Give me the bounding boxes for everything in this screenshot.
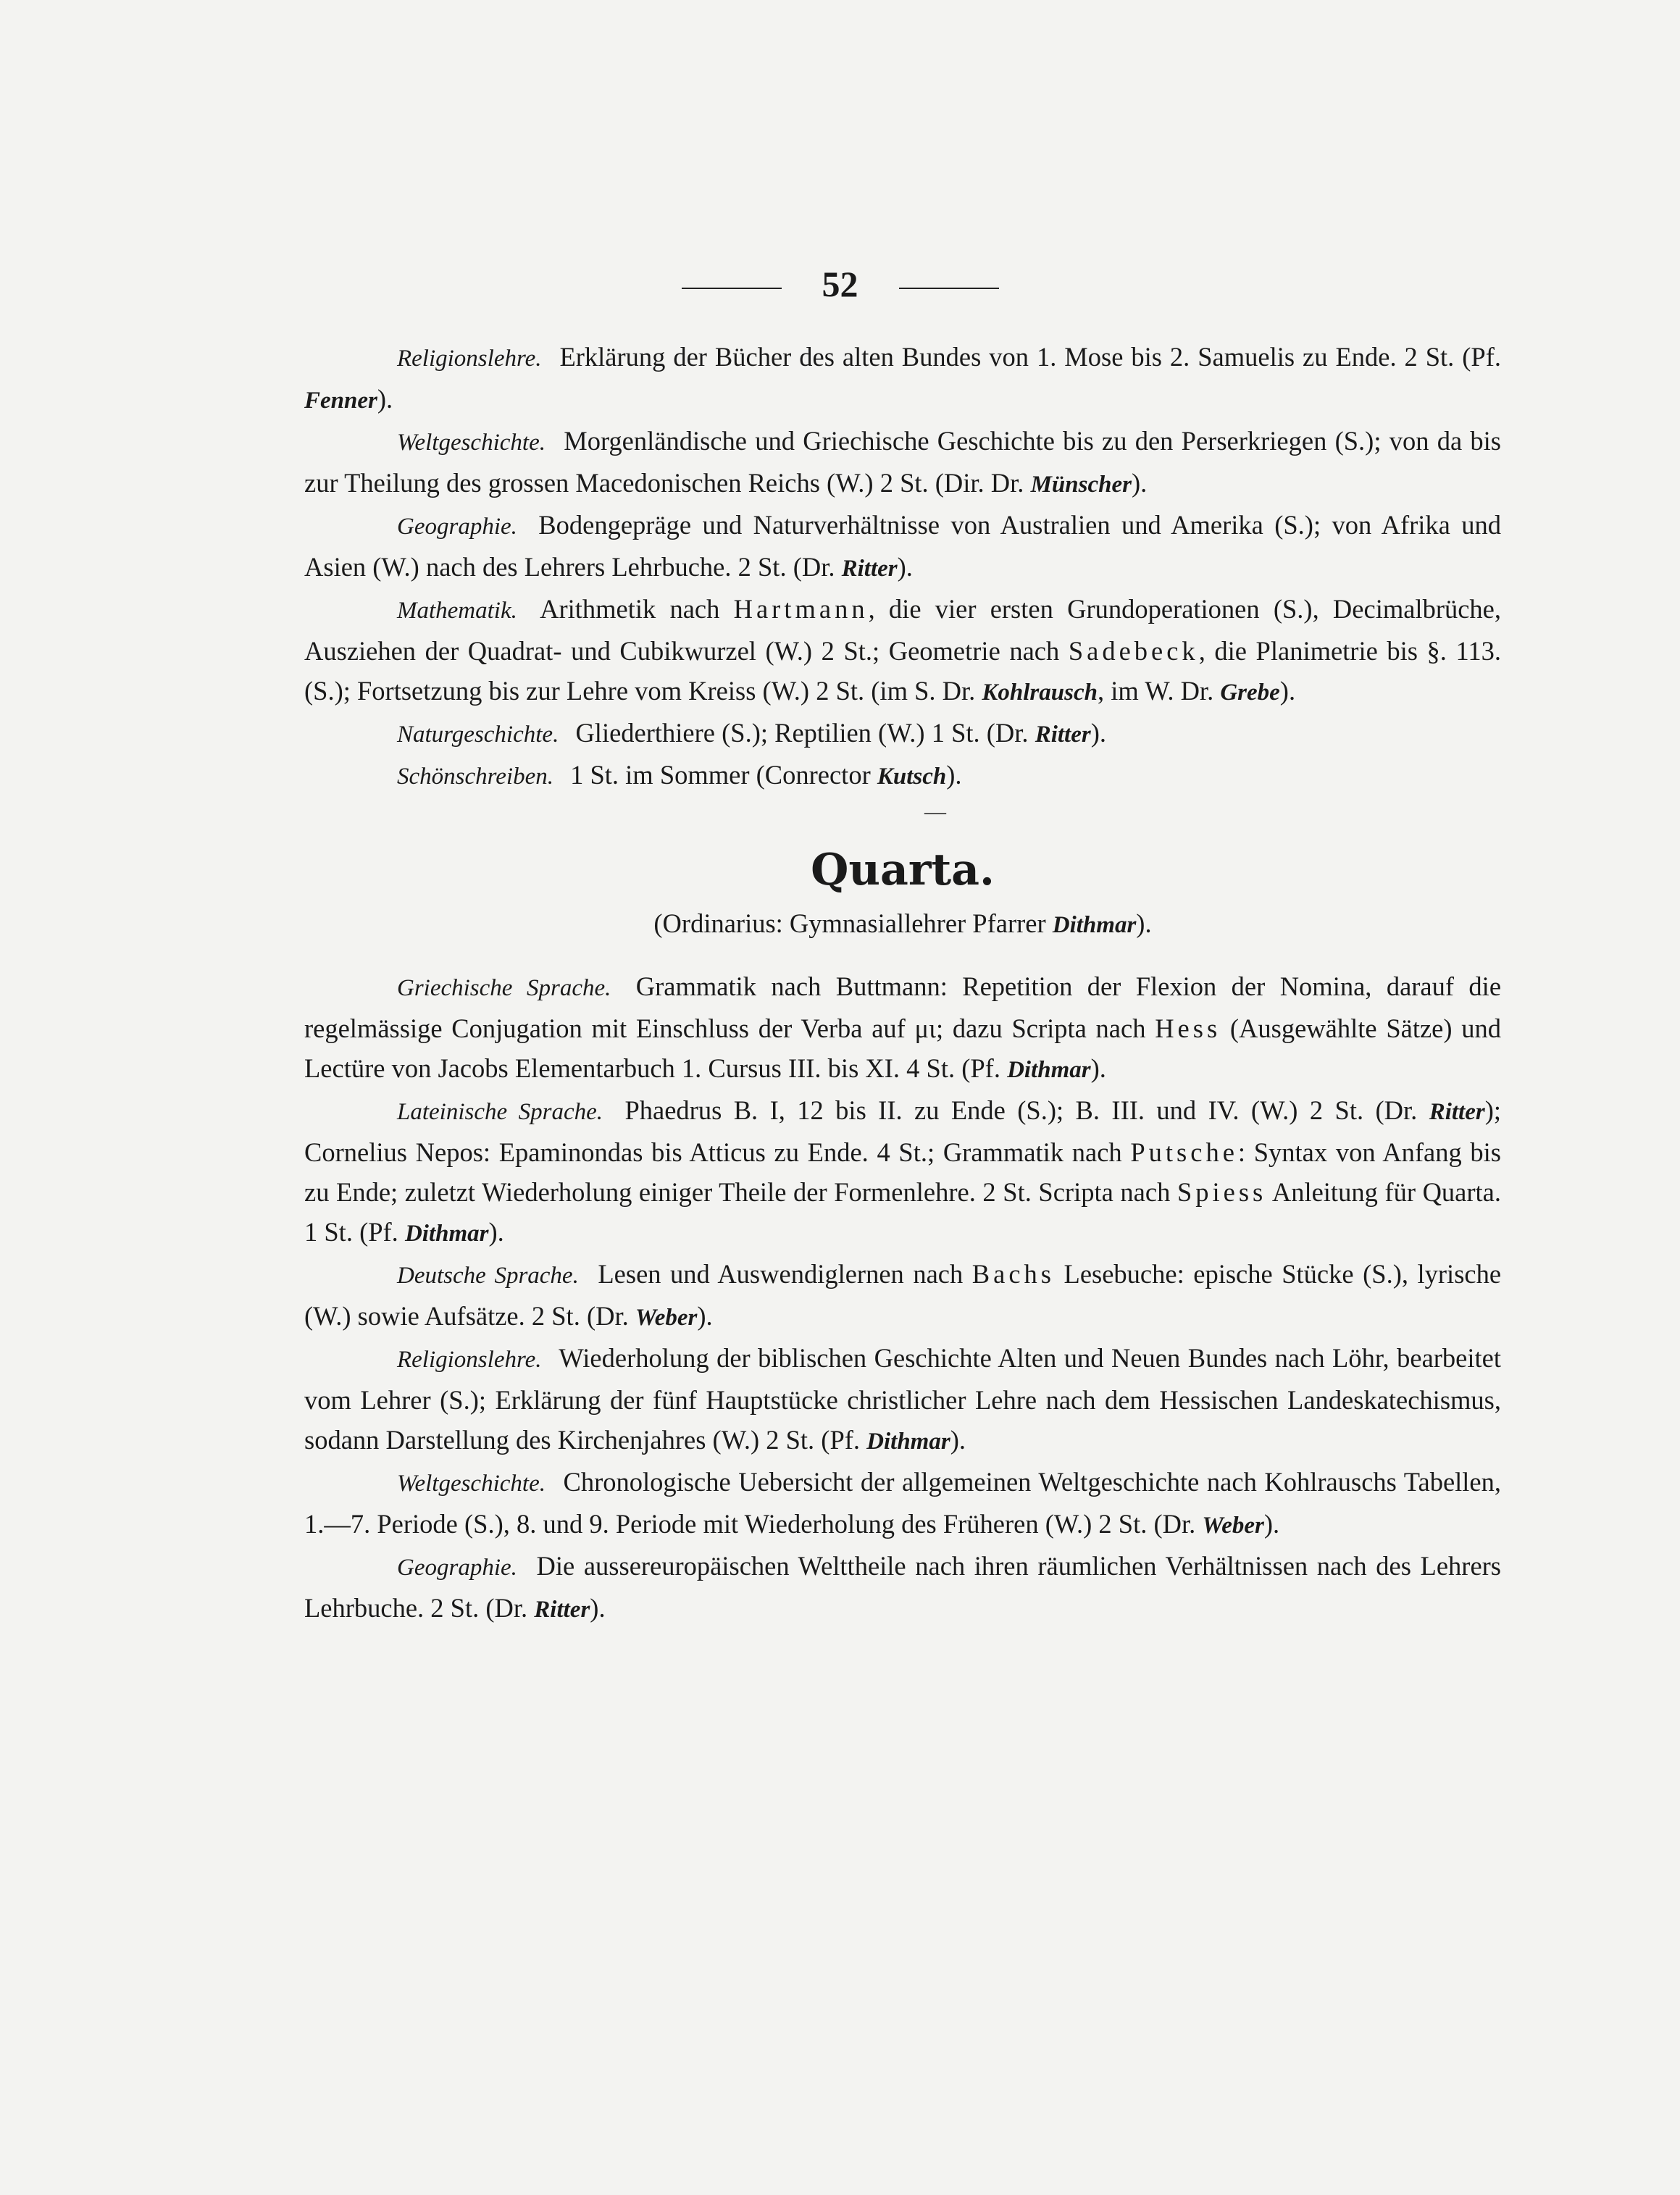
entry-text-end: ). (1279, 676, 1296, 706)
subject-label: Mathematik. (397, 598, 517, 624)
author-name: Spiess (1177, 1177, 1267, 1207)
entry-text: Bodengepräge und Naturverhältnisse von Australien und Amerika (S.); von Afrika und Asien (W.) nach des Lehrers Lehrbuche. 2 St. (Dr. (304, 510, 1501, 582)
entry-text-end: ). (1090, 718, 1106, 748)
entry-text-end: ). (697, 1301, 713, 1331)
entry-text-end: ). (1090, 1053, 1106, 1083)
subject-label: Schönschreiben. (397, 764, 553, 790)
author-name: Putsche (1130, 1137, 1238, 1167)
teacher-name: Dithmar (1007, 1057, 1091, 1083)
entry-text-end: ). (377, 384, 393, 414)
header-rule-right (899, 288, 999, 289)
entry-text-end: ). (488, 1217, 504, 1247)
teacher-name: Fenner (304, 388, 377, 414)
page-body (304, 337, 1501, 1630)
teacher-name: Ritter (1429, 1099, 1485, 1125)
teacher-name: Ritter (534, 1597, 590, 1623)
entry-religionslehre-1 (304, 337, 1501, 421)
entry-geographie-1 (304, 505, 1501, 589)
entry-text: , die Planimetrie bis §. 113. (S.); Fortsetzung bis zur Lehre vom Kreiss (W.) 2 St. (im S. Dr. (304, 636, 1502, 706)
entry-weltgeschichte-1 (304, 421, 1501, 505)
teacher-name: Kohlrausch (982, 680, 1098, 706)
entry-text: , im W. Dr. (1097, 676, 1214, 706)
entry-text: Phaedrus B. I, 12 bis II. zu Ende (S.); B. III. und IV. (W.) 2 St. (Dr. (624, 1095, 1418, 1125)
entry-text: Lesebuche: epische Stücke (S.), lyrische (W.) sowie Aufsätze. 2 St. (Dr. (304, 1259, 1502, 1331)
section-ordinarius (304, 903, 1501, 946)
teacher-name: Kutsch (877, 764, 947, 790)
entry-religionslehre-2 (304, 1338, 1501, 1462)
subject-label: Weltgeschichte. (397, 430, 546, 456)
entry-text-end: ). (1131, 468, 1148, 498)
ordinarius-text: (Ordinarius: Gymnasiallehrer Pfarrer (653, 908, 1046, 938)
teacher-name: Weber (635, 1305, 698, 1331)
subject-label: Griechische Sprache. (397, 975, 611, 1001)
author-name: Hess (1155, 1013, 1221, 1043)
subject-label: Deutsche Sprache. (397, 1263, 579, 1289)
entry-text: Gliederthiere (S.); Reptilien (W.) 1 St. (Dr. (575, 718, 1029, 748)
author-name: Hartmann (733, 594, 869, 624)
entry-text-end: ). (1263, 1509, 1280, 1539)
section-title-quarta: Quarta. (811, 845, 995, 895)
entry-text: Anleitung für Quarta. 1 St. (Pf. (304, 1177, 1502, 1247)
entry-text: Lesen und Auswendiglernen nach (598, 1259, 964, 1289)
author-name: Sadebeck (1068, 636, 1199, 666)
teacher-name: Dithmar (866, 1429, 950, 1455)
entry-text: (Ausgewählte Sätze) und Lectüre von Jacobs Elementarbuch 1. Cursus III. bis XI. 4 St. (Pf. (304, 1013, 1501, 1083)
teacher-name: Weber (1202, 1513, 1264, 1539)
teacher-name: Münscher (1030, 472, 1132, 498)
entry-geographie-2 (304, 1546, 1501, 1630)
entry-text-end: ). (897, 552, 913, 582)
entry-text: Erklärung der Bücher des alten Bundes von 1. Mose bis 2. Samuelis zu Ende. 2 St. (Pf. (559, 342, 1501, 372)
entry-text: ); Cornelius Nepos: Epaminondas bis Atticus zu Ende. 4 St.; Grammatik nach (304, 1095, 1502, 1167)
entry-text: : Syntax von Anfang bis zu Ende; zuletzt Wiederholung einiger Theile der Formenlehre. 2 St. Scripta nach (304, 1137, 1502, 1207)
subject-label: Religionslehre. (397, 346, 542, 372)
subject-label: Geographie. (397, 1555, 517, 1581)
author-name: Bachs (971, 1259, 1055, 1289)
entry-text: Chronologische Uebersicht der allgemeinen Weltgeschichte nach Kohlrauschs Tabellen, 1.—7. Periode (S.), 8. und 9. Periode mit Wiederholung des Früheren (W.) 2 St. (Dr. (304, 1467, 1501, 1539)
ordinarius-text-end: ). (1136, 908, 1152, 938)
entry-griechisch (304, 966, 1501, 1090)
entry-text-end: ). (950, 1425, 966, 1455)
entry-text: 1 St. im Sommer (Conrector (570, 760, 871, 790)
page-number: 52 (822, 264, 858, 304)
section-divider: — (924, 800, 946, 824)
entry-text: Wiederholung der biblischen Geschichte Alten und Neuen Bundes nach Löhr, bearbeitet vom Lehrer (S.); Erklärung der fünf Hauptstücke christlicher Lehre nach dem Hessischen Landeskatechismus, sodann Darstellung des Kirchenjahres (W.) 2 St. (Pf. (304, 1343, 1502, 1455)
subject-label: Geographie. (397, 514, 517, 540)
entry-text: Morgenländische und Griechische Geschichte bis zu den Perserkriegen (S.); von da bis zur Theilung des grossen Macedonischen Reichs (W.) 2 St. (Dir. Dr. (304, 426, 1502, 498)
teacher-name: Dithmar (404, 1221, 489, 1247)
page-header (0, 255, 1680, 313)
entry-text: Die aussereuropäischen Welttheile nach ihren räumlichen Verhältnissen nach des Lehrers Lehrbuche. 2 St. (Dr. (304, 1551, 1502, 1623)
entry-deutsch (304, 1254, 1501, 1338)
teacher-name: Grebe (1220, 680, 1280, 706)
subject-label: Naturgeschichte. (397, 722, 559, 748)
teacher-name: Dithmar (1052, 912, 1137, 938)
teacher-name: Ritter (1035, 722, 1091, 748)
entry-naturgeschichte-1 (304, 713, 1501, 755)
subject-label: Religionslehre. (397, 1347, 542, 1373)
header-rule-left (682, 288, 782, 289)
entry-text: , die vier ersten Grundoperationen (S.), Decimalbrüche, Ausziehen der Quadrat- und Cubikwurzel (W.) 2 St.; Geometrie nach (304, 594, 1501, 666)
teacher-name: Ritter (841, 556, 898, 582)
subject-label: Lateinische Sprache. (397, 1099, 603, 1125)
subject-label: Weltgeschichte. (397, 1471, 546, 1497)
entry-mathematik-1 (304, 589, 1501, 713)
entry-text-end: ). (590, 1593, 606, 1623)
entry-text-end: ). (946, 760, 962, 790)
entry-text: Grammatik nach Buttmann: Repetition der Flexion der Nomina, darauf die regelmässige Conjugation mit Einschluss der Verba auf μι; dazu Scripta nach (304, 971, 1502, 1043)
entry-latein (304, 1090, 1501, 1254)
entry-weltgeschichte-2 (304, 1462, 1501, 1546)
entry-schoenschreiben-1 (304, 755, 1501, 797)
entry-text: Arithmetik nach (540, 594, 720, 624)
